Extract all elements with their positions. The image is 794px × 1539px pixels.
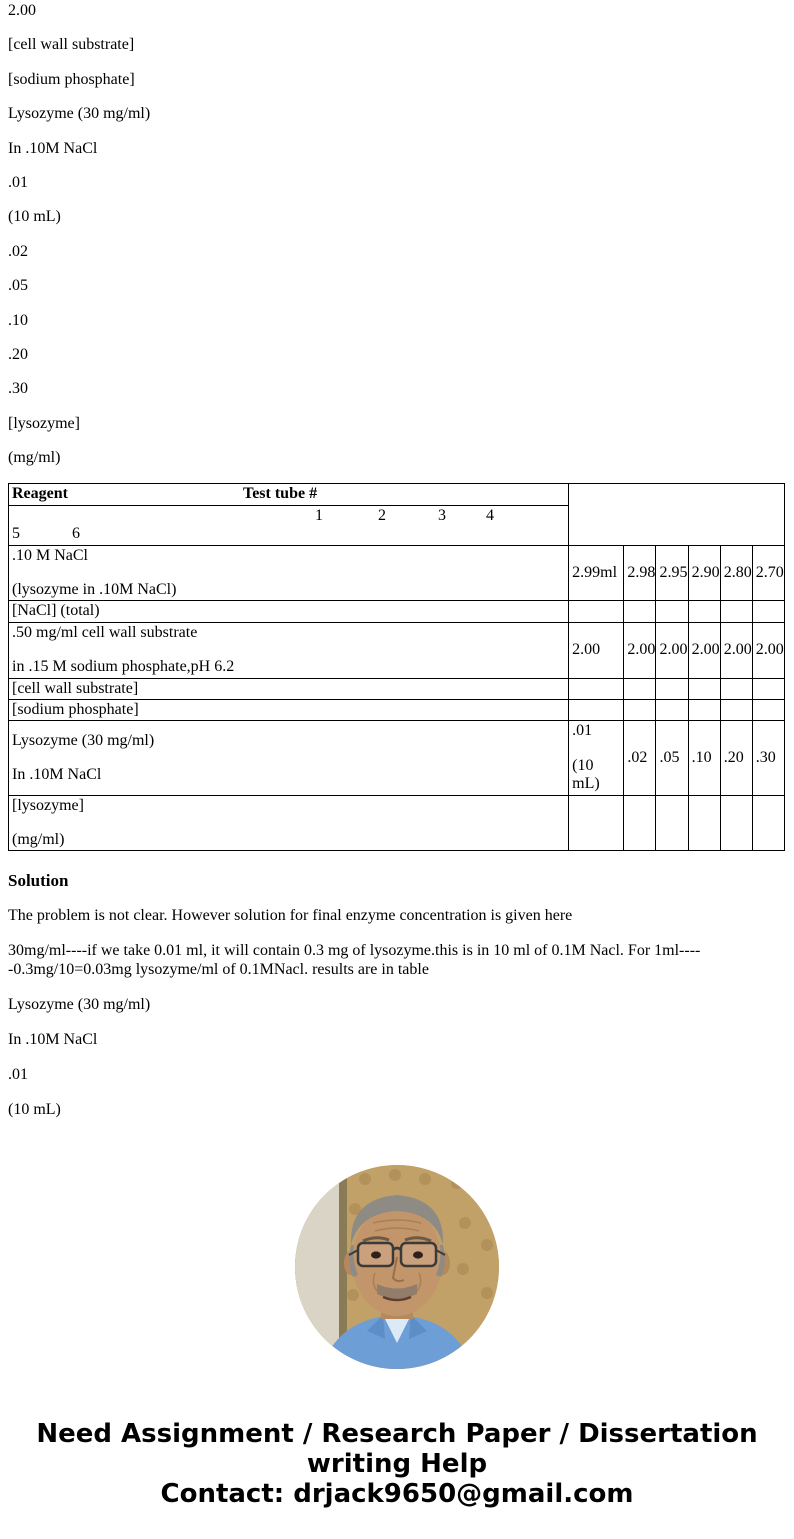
cell-value: .30 <box>755 748 776 766</box>
top-line: .30 <box>8 380 28 398</box>
value-cell-empty <box>720 699 752 720</box>
table-header-row-1 <box>9 484 785 505</box>
value-cell <box>752 721 784 795</box>
value-cell-empty <box>688 795 720 851</box>
value-cell-empty <box>720 795 752 851</box>
value-cell <box>656 721 688 795</box>
value-cell <box>569 545 624 601</box>
cell-value: (10 mL) <box>572 756 600 793</box>
value-cell-empty <box>752 795 784 851</box>
value-cell-empty <box>688 699 720 720</box>
value-cell <box>752 622 784 678</box>
reagent-label: .10 M NaCl <box>12 546 88 564</box>
reagent-label: [cell wall substrate] <box>12 679 139 697</box>
reagent-label: In .10M NaCl <box>12 765 102 783</box>
value-cell-empty <box>624 601 656 622</box>
value-cell-empty <box>656 699 688 720</box>
table-row <box>9 545 785 601</box>
cell-value: 2.00 <box>659 641 688 658</box>
reagent-cell <box>9 545 569 601</box>
reagent-cell <box>9 601 569 622</box>
tube-number: 3 <box>438 506 446 524</box>
reagent-label: [lysozyme] <box>12 796 84 814</box>
top-line: .10 <box>8 311 28 329</box>
top-line: In .10M NaCl <box>8 139 98 157</box>
cell-value: .01 <box>572 722 593 740</box>
tube-numbers-cell <box>9 505 569 545</box>
table-row <box>9 601 785 622</box>
table-row <box>9 622 785 678</box>
value-cell <box>720 622 752 678</box>
cell-value: 2.90 <box>691 563 720 581</box>
reagent-label: in .15 M sodium phosphate,pH 6.2 <box>12 658 235 676</box>
reagent-cell <box>9 721 569 795</box>
reagent-header-label: Reagent <box>12 485 68 503</box>
value-cell <box>624 545 656 601</box>
header-reagent-cell <box>9 484 569 505</box>
tube-numbers-line-1 <box>12 507 566 525</box>
top-line: Lysozyme (30 mg/ml) <box>8 105 151 123</box>
solution-paragraph: The problem is not clear. However solution for final enzyme concentration is given here <box>8 907 573 925</box>
solution-heading: Solution <box>8 871 69 891</box>
value-cell-empty <box>569 601 624 622</box>
value-cell-empty <box>569 795 624 851</box>
cell-value: .02 <box>627 748 648 766</box>
value-cell <box>569 721 624 795</box>
cell-value: 2.98 <box>627 563 656 581</box>
value-cell-empty <box>569 699 624 720</box>
solution-paragraph: In .10M NaCl <box>8 1030 98 1048</box>
solution-paragraph: 30mg/ml----if we take 0.01 ml, it will contain 0.3 mg of lysozyme.this is in 10 ml of 0.1M Nacl. For 1ml-----0.3mg/10=0.03mg lysozyme/ml of 0.1MNacl. results are in table <box>8 942 701 979</box>
value-cell <box>752 545 784 601</box>
reagent-label: (mg/ml) <box>12 830 65 848</box>
tube-number: 2 <box>378 506 386 524</box>
value-cell <box>624 622 656 678</box>
solution-paragraph: .01 <box>8 1065 28 1083</box>
top-line: 2.00 <box>8 2 36 19</box>
cell-value: .20 <box>723 748 744 766</box>
reagent-table <box>8 483 785 851</box>
top-line: .02 <box>8 242 28 260</box>
top-line: .20 <box>8 345 28 363</box>
cell-value: 2.00 <box>691 641 720 658</box>
top-line: (mg/ml) <box>8 449 61 467</box>
tube-number: 4 <box>486 506 494 524</box>
value-cell-empty <box>656 795 688 851</box>
value-cell <box>720 721 752 795</box>
reagent-cell <box>9 622 569 678</box>
solution-section <box>8 871 786 1119</box>
tube-number: 5 <box>12 525 20 543</box>
cell-value: .10 <box>691 748 712 766</box>
value-cell <box>688 622 720 678</box>
value-cell <box>656 622 688 678</box>
reagent-cell <box>9 795 569 851</box>
value-cell-empty <box>752 678 784 699</box>
table-row <box>9 678 785 699</box>
tutor-portrait-illustration <box>295 1165 499 1369</box>
top-line: [lysozyme] <box>8 414 80 432</box>
value-cell-empty <box>688 678 720 699</box>
cell-value: 2.00 <box>723 641 752 658</box>
tube-numbers-line-2 <box>12 525 566 543</box>
value-cell-empty <box>720 678 752 699</box>
reagent-label: .50 mg/ml cell wall substrate <box>12 623 198 641</box>
value-cell <box>569 622 624 678</box>
reagent-cell <box>9 678 569 699</box>
value-cell-empty <box>656 678 688 699</box>
header-empty-cell <box>569 484 785 545</box>
cell-value: 2.80 <box>723 563 752 581</box>
cell-value: 2.00 <box>627 641 656 658</box>
footer-contact-email: Contact: drjack9650@gmail.com <box>160 1479 634 1510</box>
reagent-cell <box>9 699 569 720</box>
reagent-label: (lysozyme in .10M NaCl) <box>12 581 177 599</box>
reagent-label: [sodium phosphate] <box>12 700 139 718</box>
reagent-label: [NaCl] (total) <box>12 602 100 620</box>
value-cell <box>656 545 688 601</box>
value-cell-empty <box>752 601 784 622</box>
avatar <box>295 1165 499 1369</box>
reagent-label: Lysozyme (30 mg/ml) <box>12 731 155 749</box>
value-cell-empty <box>688 601 720 622</box>
top-line: (10 mL) <box>8 208 61 226</box>
test-tube-header-label: Test tube # <box>242 485 318 503</box>
top-line: [sodium phosphate] <box>8 70 135 88</box>
value-cell-empty <box>752 699 784 720</box>
value-cell <box>624 721 656 795</box>
cell-value: 2.99ml <box>572 563 618 581</box>
value-cell <box>688 721 720 795</box>
table-row <box>9 699 785 720</box>
solution-paragraph: (10 mL) <box>8 1100 61 1118</box>
cell-value: 2.00 <box>755 641 784 658</box>
value-cell-empty <box>569 678 624 699</box>
table-row <box>9 795 785 851</box>
tube-number: 1 <box>315 506 323 524</box>
top-line: .05 <box>8 277 28 295</box>
footer-help-text: Need Assignment / Research Paper / Dissertation writing Help <box>36 1419 758 1480</box>
cell-value: 2.95 <box>659 563 688 581</box>
cell-value: 2.00 <box>572 641 601 658</box>
value-cell-empty <box>624 699 656 720</box>
value-cell <box>720 545 752 601</box>
cell-value: .05 <box>659 748 680 766</box>
footer-banner <box>8 1419 786 1509</box>
value-cell-empty <box>720 601 752 622</box>
top-line: [cell wall substrate] <box>8 36 135 54</box>
value-cell <box>688 545 720 601</box>
solution-paragraph: Lysozyme (30 mg/ml) <box>8 995 151 1013</box>
top-line: .01 <box>8 173 28 191</box>
tube-number: 6 <box>72 525 80 543</box>
value-cell-empty <box>624 678 656 699</box>
value-cell-empty <box>656 601 688 622</box>
table-row <box>9 721 785 795</box>
value-cell-empty <box>624 795 656 851</box>
cell-value: 2.70 <box>755 563 784 581</box>
